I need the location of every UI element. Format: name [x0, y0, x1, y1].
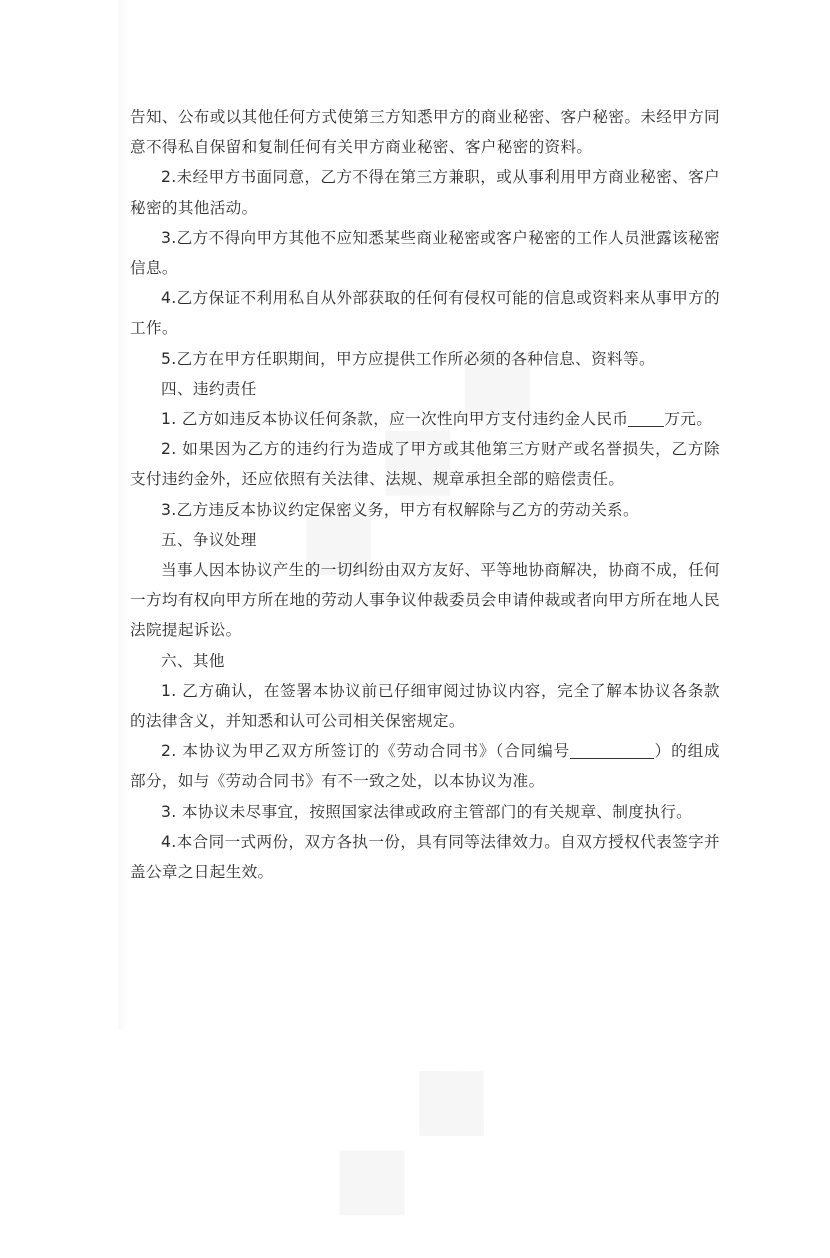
document-body	[130, 102, 720, 887]
page-edge-shadow	[118, 0, 128, 1030]
contract-number-blank[interactable]	[570, 740, 654, 759]
section-heading-dispute-resolution: 五、争议处理	[161, 530, 257, 549]
paragraph-confidentiality-clause-1-cont: 告知、公布或以其他任何方式使第三方知悉甲方的商业秘密、客户秘密。未经甲方同意不得私自保留和复制任何有关甲方商业秘密、客户秘密的资料。	[130, 108, 720, 157]
paragraph-clause-5: 5.乙方在甲方任职期间，甲方应提供工作所必须的各种信息、资料等。	[161, 349, 655, 368]
paragraph-contract-reference	[130, 736, 720, 796]
paragraph-copies-effect: 4.本合同一式两份，双方各执一份，具有同等法律效力。自双方授权代表签字并盖公章之日起生效。	[130, 832, 720, 882]
contract-ref-text-after: ）的组成部分，如与《劳动合同书》有不一致之处，以本协议为准。	[130, 742, 720, 791]
paragraph-clause-2: 2.未经甲方书面同意，乙方不得在第三方兼职，或从事利用甲方商业秘密、客户秘密的其他活动。	[130, 168, 720, 217]
paragraph-termination-clause: 3.乙方违反本协议约定保密义务，甲方有权解除与乙方的劳动关系。	[161, 500, 639, 519]
paragraph-clause-4: 4.乙方保证不利用私自从外部获取的任何有侵权可能的信息或资料来从事甲方的工作。	[130, 289, 720, 338]
paragraph-confirmation-clause: 1. 乙方确认，在签署本协议前已仔细审阅过协议内容，完全了解本协议各条款的法律含义，并知悉和认可公司相关保密规定。	[130, 681, 720, 731]
section-heading-other: 六、其他	[161, 651, 225, 670]
contract-ref-text-before: 2. 本协议为甲乙双方所签订的《劳动合同书》（合同编号	[161, 742, 571, 761]
penalty-text-after: 万元。	[664, 410, 713, 429]
paragraph-clause-3: 3.乙方不得向甲方其他不应知悉某些商业秘密或客户秘密的工作人员泄露该秘密信息。	[130, 228, 720, 278]
watermark-bottom	[300, 1060, 525, 1199]
section-heading-breach-liability: 四、违约责任	[161, 379, 257, 398]
paragraph-unspecified-matters: 3. 本协议未尽事宜，按照国家法律或政府主管部门的有关规章、制度执行。	[161, 802, 693, 821]
paragraph-penalty-clause	[130, 404, 720, 434]
paragraph-dispute-clause: 当事人因本协议产生的一切纠纷由双方友好、平等地协商解决，协商不成，任何一方均有权向甲方所在地的劳动人事争议仲裁委员会申请仲裁或者向甲方所在地人民法院提起诉讼。	[130, 561, 720, 640]
penalty-text-before: 1. 乙方如违反本协议任何条款，应一次性向甲方支付违约金人民币	[161, 410, 629, 429]
paragraph-damages-clause: 2. 如果因为乙方的违约行为造成了甲方或其他第三方财产或名誉损失，乙方除支付违约金外，还应依照有关法律、法规、规章承担全部的赔偿责任。	[130, 440, 720, 489]
penalty-amount-blank[interactable]	[628, 408, 664, 427]
